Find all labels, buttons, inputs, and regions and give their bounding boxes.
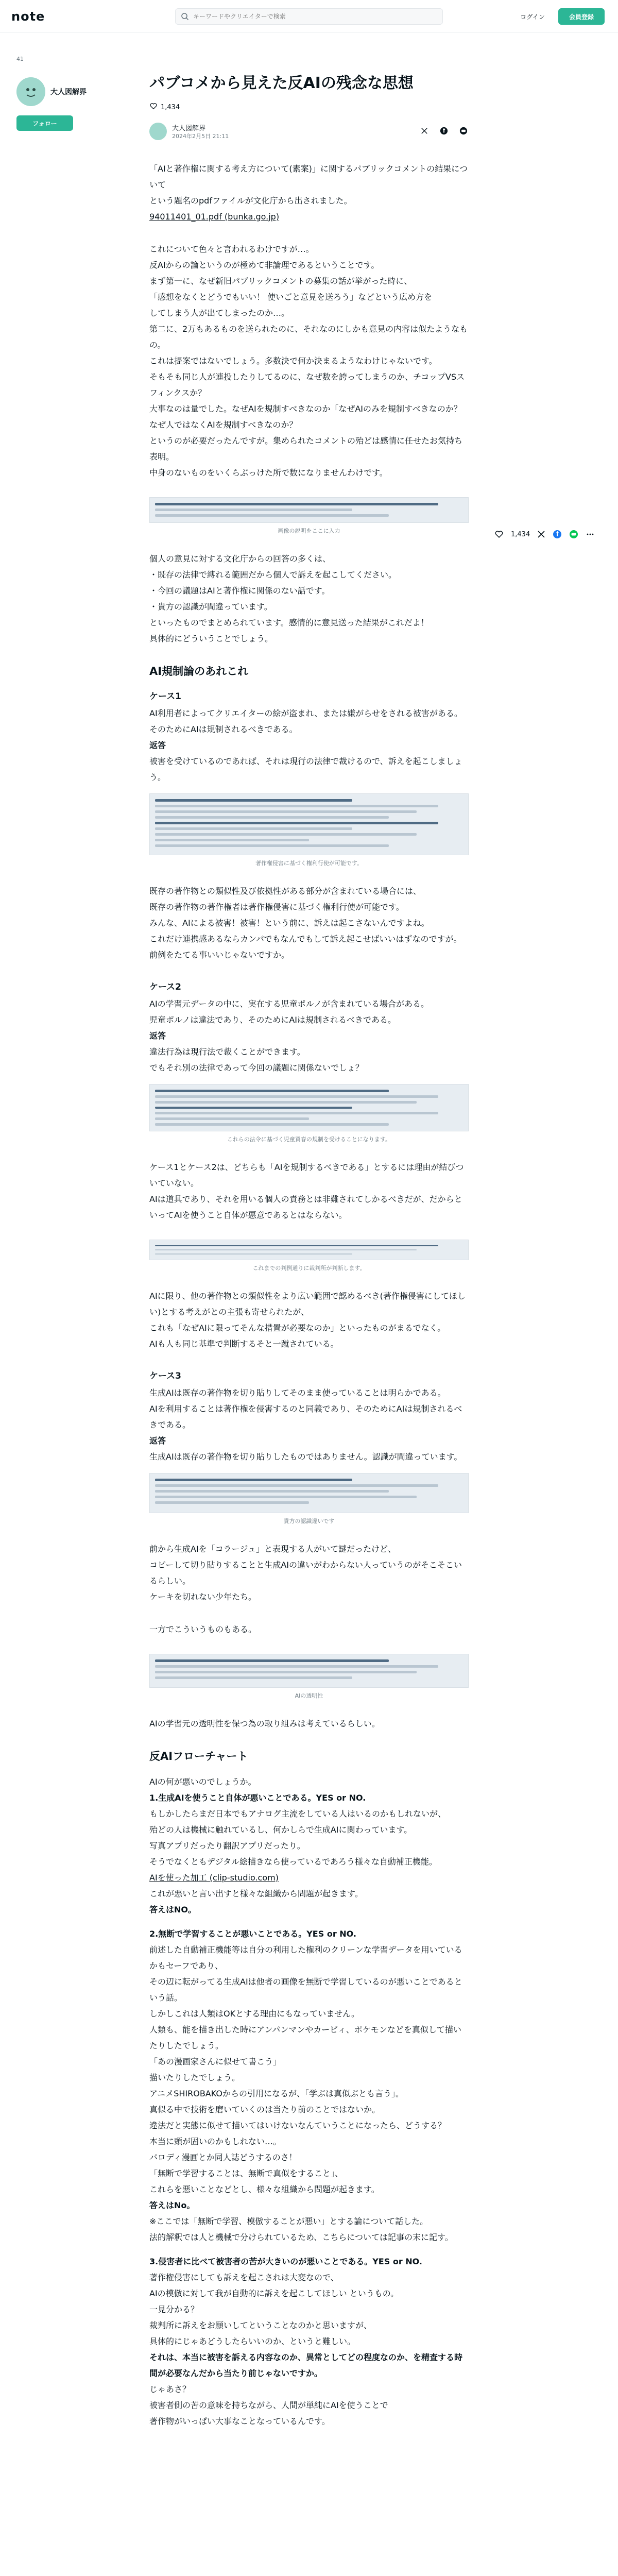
paragraph [149,1159,469,1223]
figure [149,1240,469,1273]
text-line: 描いたりしたでしょう。 [149,2073,241,2082]
pdf-link[interactable]: 94011401_01.pdf (bunka.go.jp) [149,212,280,222]
text-line: 法的解釈では人と機械で分けられているため、こちらについては記事の末に記す。 [149,2232,453,2242]
text-line: 違法行為は現行法で裁くことができます。 [149,1047,305,1057]
figure [149,793,469,868]
paragraph [149,1385,469,1465]
search-box[interactable] [175,8,443,25]
figure-caption: 著作権侵害に基づく権利行使が可能です。 [255,860,363,867]
text-line: そうでなくともデジタル絵描きなら使っているであろう様々な自動補正機能。 [149,1857,437,1867]
text-line: AIは道具であり、それを用いる個人の責務とは非難されてしかるべきだが、だからといってAIを使うこと自体が悪意であるとはならない。 [149,1194,462,1220]
heart-icon[interactable] [494,530,504,539]
text-line: AIの何が悪いのでしょうか。 [149,1777,256,1787]
text-line: まず第一に、なぜ新旧パブリックコメントの募集の話が挙がった時に、 [149,276,413,286]
answer-text: 答えはNO。 [149,1905,196,1914]
question-heading: 3.侵害者に比べて被害者の苦が大きいのが悪いことである。YES or NO. [149,2257,422,2266]
text-line: 生成AIは既存の著作物を切り貼りしたものではありません。認識が間違っています。 [149,1452,462,1462]
text-line: AI利用者によってクリエイターの絵が盗まれ、または嫌がらせをされる被害がある。 [149,708,462,718]
clip-studio-link[interactable]: AIを使った加工 (clip-studio.com) [149,1873,279,1883]
document-screenshot-image[interactable] [149,1654,469,1688]
text-line: 写真アプリだったり翻訳アプリだったり。 [149,1841,305,1851]
paragraph [149,1926,469,2245]
text-line: これだけ連携感あるならカンパでもなんでもして訴え起こせばいいはずなのですが。前例をたてる事いいじゃないですか。 [149,934,462,960]
like-row [149,102,469,112]
figure-caption: AIの透明性 [295,1692,323,1699]
figure [149,1084,469,1144]
case-heading: ケース2 [149,982,181,992]
text-line: 著作物がいっぱい大事なことなっているんです。 [149,2416,330,2426]
text-line: 「あの漫画家さんに似せて書こう」 [149,2057,282,2066]
text-line: その辺に転がってる生成AIは他者の画像を無断で学習しているのが悪いことであるという話。 [149,1977,462,2003]
text-line: 「AIと著作権に関する考え方について(素案)」に関するパブリックコメントの結果について [149,164,468,190]
document-screenshot-image[interactable] [149,497,469,523]
avatar-illustration-icon [16,77,45,106]
paragraph [149,1774,469,1918]
text-line: ・貴方の認識が間違っています。 [149,602,272,612]
search-input[interactable] [193,9,435,24]
answer-label: 返答 [149,740,166,750]
document-screenshot-image[interactable] [149,1084,469,1131]
text-line: 人類も、能を描き出した時にアンパンマンやカービィ、ポケモンなどを真似して描いたりしたでしょう。 [149,2025,461,2050]
text-line: これが悪いと言い出すと様々な組織から問題が起きます。 [149,1889,363,1899]
text-line: AIの学習元データの中に、実在する児童ポルノが含まれている場合がある。 [149,999,430,1009]
top-header [0,0,618,33]
text-line: これは提案ではないでしょう。多数決で何か決まるようなわけじゃないです。 [149,356,437,366]
x-share-icon[interactable] [419,126,430,136]
text-line: 生成AIは既存の著作物を切り貼りしてそのまま使っていることは明らかである。 [149,1388,446,1398]
text-line: 反AIからの論というのが極めて非論理であるということです。 [149,260,380,270]
text-line: 既存の著作物との類似性及び依拠性がある部分が含まれている場合には、 [149,886,422,896]
answer-text: 答えはNo。 [149,2200,195,2210]
text-line: 一見分かる？ [149,2304,199,2314]
paragraph [149,551,469,647]
text-line: そのためにAIは規制されるべきである。 [149,724,298,734]
text-line: 具体的にどういうことでしょう。 [149,634,273,643]
case-heading: ケース1 [149,691,181,702]
text-line: これについて色々と言われるわけですが…。 [149,244,314,254]
figure [149,497,469,535]
text-line: 「感想をなくとどうでもいい！ 使いごと意見を送ろう」などという広め方を [149,292,433,302]
figure-caption: これらの法令に基づく児童買春の規制を受けることになります。 [227,1136,391,1143]
text-line: AIも人も同じ基準で判断するそと一蹴されている。 [149,1339,339,1349]
signup-button[interactable]: 会員登録 [558,8,605,25]
paragraph [149,1541,469,1605]
text-line: 前述した自動補正機能等は自分の利用した権利のクリーンな学習データを用いているかもセーフであり、 [149,1945,462,1971]
figure-caption: 画像の説明をここに入力 [278,528,340,534]
text-line: じゃあさ？ [149,2384,191,2394]
intro-paragraph [149,161,469,225]
figure-caption: これまでの判例通りに裁判所が判断します。 [252,1265,366,1272]
text-line: してしまう人が出てしまったのか…。 [149,308,290,318]
facebook-share-icon[interactable] [439,126,449,136]
heart-icon[interactable] [149,102,158,112]
text-line: ケーキを切れない少年たち。 [149,1592,257,1602]
text-line: コピーして切り貼りすることと生成AIの違いがわからない人っていうのがそこそこいるらしい。 [149,1560,462,1586]
share-icons [419,126,469,136]
text-line: しかしこれは人類はOKとする理由にもなっていません。 [149,2009,360,2019]
search-icon [181,12,190,22]
text-line: ・今回の議題はAIと著作権に関係のない話です。 [149,586,330,596]
text-line: それは、本当に被害を訴える内容なのか、異常としてどの程度なのか、を精査する時間が必要なんだから当たり前じゃないですか。 [149,2352,463,2378]
article [149,72,469,2437]
text-line: ※ここでは「無断で学習、模倣することが悪い」とする論について話した。 [149,2216,428,2226]
text-line: AIに限り、他の著作物との類似性をより広い範囲で認めるべき(著作権侵害にしてほしい)とする考えがとの主張も寄せられたが、 [149,1291,466,1317]
creator-name[interactable]: 大人図解界 [50,88,87,96]
text-line: 著作権侵害にしても訴えを起こされは大変なので、 [149,2273,339,2282]
text-line: もしかしたらまだ日本でもアナログ主流をしている人はいるのかもしれないが、 [149,1809,447,1819]
text-line: ケース1とケース2は、どちらも「AIを規制するべきである」とするには理由が結びついていない。 [149,1162,464,1188]
paragraph [149,883,469,963]
note-logo[interactable]: note [11,9,45,24]
follower-count: 41 [16,56,24,62]
more-options-icon[interactable] [586,530,595,539]
follow-button[interactable]: フォロー [16,115,73,131]
text-line: AIの模倣に対して我が自動的に訴えを起こしてほしい というもの。 [149,2289,399,2298]
author-avatar[interactable] [149,123,167,140]
login-button[interactable]: ログイン [514,8,551,25]
answer-label: 返答 [149,1031,166,1041]
text-line: 「無断で学習することは、無断で真似をすること」、 [149,2168,344,2178]
text-line: これも「なぜAIに限ってそんな措置が必要なのか」といったものがまるでなく。 [149,1323,446,1333]
text-line: 真似る中で技術を磨いていくのは当たり前のことではないか。 [149,2105,381,2114]
article-title: パブコメから見えた反AIの残念な思想 [149,74,414,92]
document-screenshot-image[interactable] [149,793,469,855]
line-share-icon[interactable] [458,126,469,136]
facebook-share-icon[interactable] [553,530,562,539]
article-body [149,161,469,2429]
text-line: という題名のpdfファイルが文化庁から出されました。 [149,196,352,206]
text-line: 前から生成AIを「コラージュ」と表現する人がいて謎だったけど、 [149,1544,397,1554]
figure [149,1654,469,1700]
text-line: みんな、AIによる被害！被害！という前に、訴えは起こさないんですよね。 [149,918,430,928]
text-line: ・既存の法律で縛れる範囲だから個人で訴えを起こしてください。 [149,570,397,580]
paragraph: 一方でこういうものもある。 [149,1624,257,1634]
figure-caption: 貴方の認識違いです [283,1518,335,1524]
figure [149,1473,469,1526]
text-line: 具体的にじゃあどうしたらいいのか、というと難しい。 [149,2336,356,2346]
document-screenshot-image[interactable] [149,1240,469,1260]
text-line: 大事なのは量でした。なぜAIを規制すべきなのか「なぜAIのみを規制すべきなのか？なぜ人ではなくAIを規制すべきなのか？ [149,404,462,430]
creator-avatar[interactable] [16,77,45,106]
floating-like-count: 1,434 [511,530,530,538]
paragraph [149,996,469,1076]
text-line: 殆どの人は機械に触れているし、何かしらで生成AIに関わっています。 [149,1825,413,1835]
text-line: AIを利用することは著作権を侵害するのと同義であり、そのためにAIは規制されるべきである。 [149,1404,462,1430]
text-line: 既存の著作物の著作権者は著作権侵害に基づく権利行使が可能です。 [149,902,404,912]
question-heading: 2.無断で学習することが悪いことである。YES or NO. [149,1929,356,1939]
section-heading: 反AIフローチャート [149,1750,248,1762]
like-count: 1,434 [161,103,180,111]
paragraph [149,241,469,481]
author-row [149,121,469,143]
line-share-icon[interactable] [569,530,578,539]
publish-date: 2024年2月5日 21:11 [172,133,229,140]
paragraph [149,1288,469,1352]
paragraph [149,2253,469,2429]
text-line: というのが必要だったんですが。集められたコメントの殆どは感情に任せたお気持ち表明。 [149,436,463,462]
text-line: 中身のないものをいくらぶっけた所で数になりませんわけです。 [149,468,388,478]
paragraph [149,705,469,785]
text-line: そもそも同じ人が連投したりしてるのに、なぜ数を誇ってしまうのか、チコップVSスフィンクスか？ [149,372,465,398]
case-heading: ケース3 [149,1371,181,1381]
x-share-icon[interactable] [537,530,545,538]
text-line: パロディ漫画とか同人誌どうするのさ！ [149,2153,297,2162]
text-line: アニメSHIROBAKOからの引用になるが、「学ぶは真似ぶとも言う」。 [149,2089,404,2098]
answer-label: 返答 [149,1436,166,1446]
section-heading: AI規制論のあれこれ [149,665,249,677]
question-heading: 1.生成AIを使うこと自体が悪いことである。YES or NO. [149,1793,366,1803]
text-line: 違法だと実態に似せて描いてはいけないなんていうことになったら、どうする？ [149,2121,447,2130]
text-line: でもそれ別の法律であって今回の議題に関係ないでしょ？ [149,1063,364,1073]
text-line: 本当に頭が固いのかもしれない…。 [149,2137,282,2146]
text-line: 第二に、2万もあるものを送られたのに、それなのにしかも意見の内容は似たようなもの。 [149,324,468,350]
floating-action-bar [494,530,595,539]
text-line: 児童ポルノは違法であり、そのためにAIは規制されるべきである。 [149,1015,397,1025]
text-line: といったものでまとめられています。感情的に意見送った結果がこれだよ！ [149,618,429,628]
text-line: これらを悪いことなどとし、様々な組織から問題が起きます。 [149,2184,380,2194]
text-line: 裁判所に訴えをお願いしてということなのかと思いますが、 [149,2320,372,2330]
author-name[interactable]: 大人図解界 [172,125,206,132]
paragraph: AIの学習元の透明性を保つ為の取り組みは考えているらしい。 [149,1719,380,1728]
text-line: 被害を受けているのであれば、それは現行の法律で裁けるので、訴えを起こしましょう。 [149,756,462,782]
document-screenshot-image[interactable] [149,1473,469,1513]
text-line: 被害者側の苦の意味を持ちながら、人間が単純にAIを使うことで [149,2400,388,2410]
text-line: 個人の意見に対する文化庁からの回答の多くは、 [149,554,331,564]
